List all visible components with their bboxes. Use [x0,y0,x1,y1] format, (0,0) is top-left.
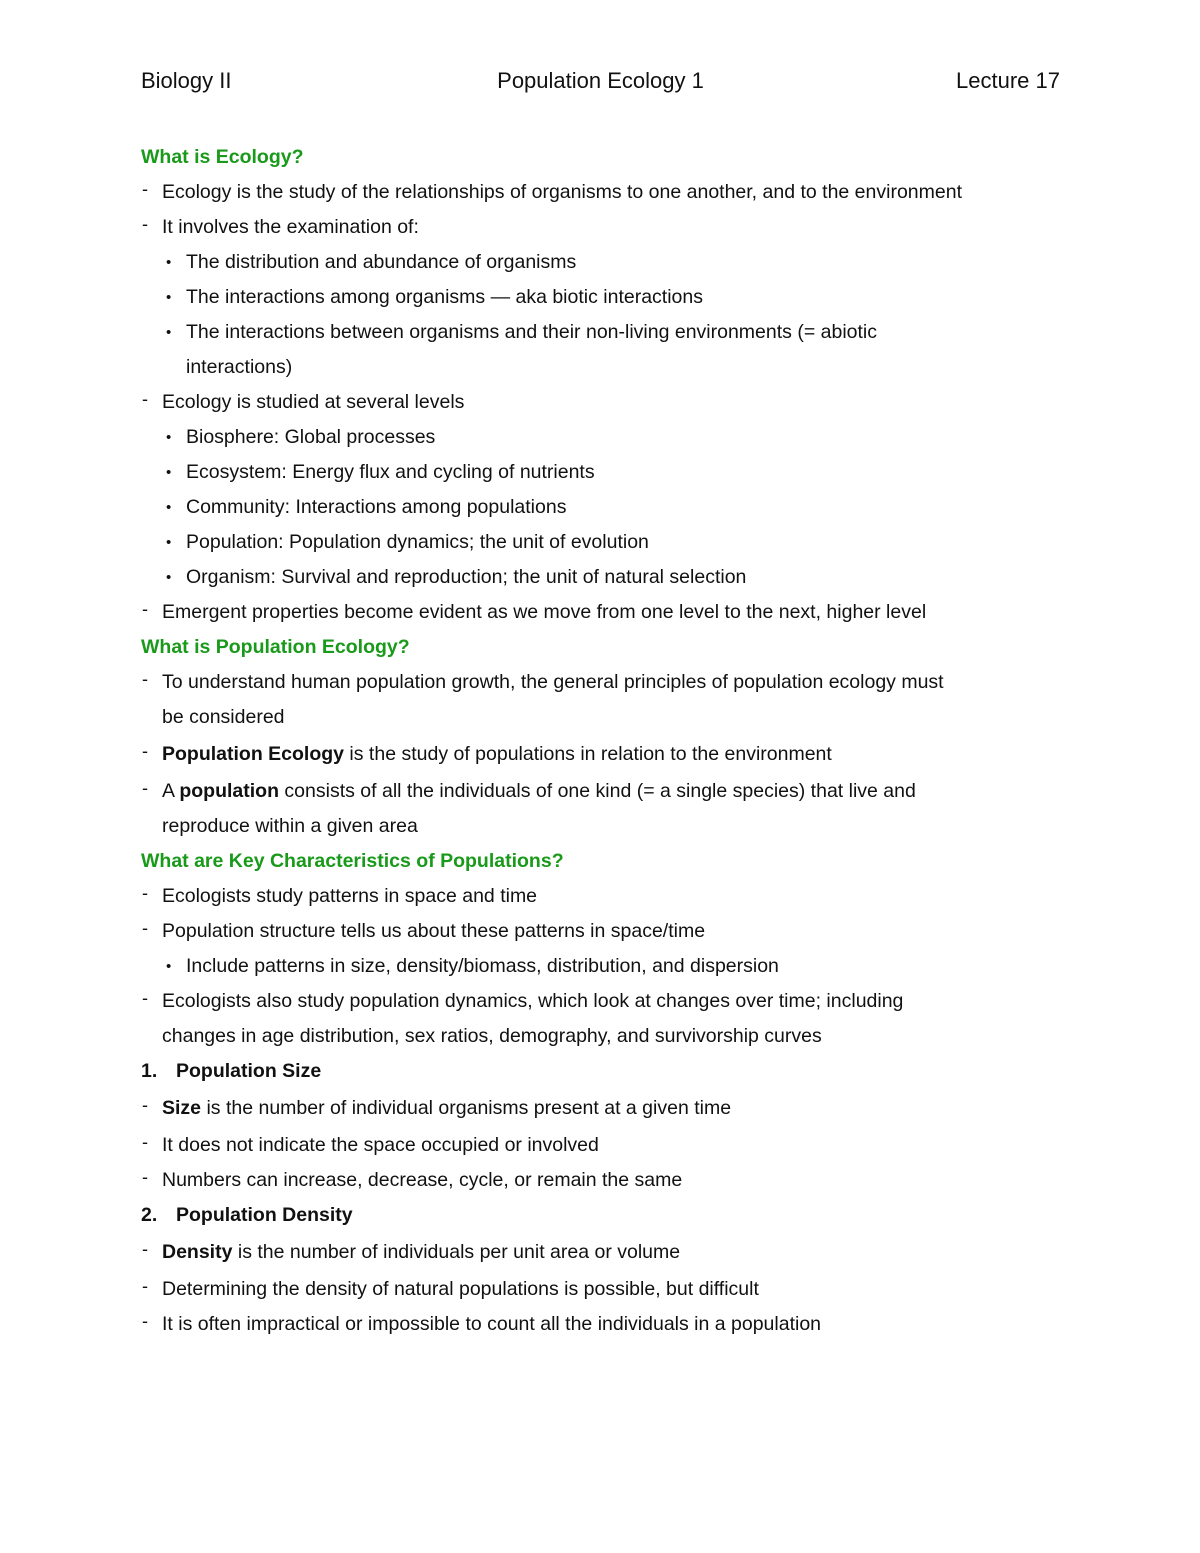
list-item-text: A [162,780,180,802]
list-item: - Ecology is the study of the relationships of organisms to one another, and to the environment [141,175,1071,210]
section-heading-key-characteristics: What are Key Characteristics of Populations? [141,850,564,872]
section-heading-ecology: What is Ecology? [141,146,304,168]
list-item-text: is the number of individuals per unit area or volume [232,1241,681,1263]
list-item: - Determining the density of natural populations is possible, but difficult [141,1272,1071,1307]
list-item: - Population structure tells us about these patterns in space/time [141,914,1071,949]
sub-list-item: • Organism: Survival and reproduction; the unit of natural selection [141,560,1071,595]
list-item [141,665,1071,735]
sub-list-item: • The distribution and abundance of organisms [141,245,1071,280]
list-item [141,737,1071,772]
list-item-text: reproduce within a given area [162,815,418,837]
sub-list-item: • The interactions among organisms — aka biotic interactions [141,280,1071,315]
list-item: - Ecology is studied at several levels [141,385,1071,420]
page-header [141,68,1060,102]
term-bold: Density [162,1241,233,1263]
sub-list-item: • Community: Interactions among populations [141,490,1071,525]
list-item [141,774,1071,844]
list-item-text: be considered [162,706,285,728]
list-item-text: To understand human population growth, the general principles of population ecology must [162,671,944,693]
list-item [141,984,1071,1054]
sub-list-item: • Biosphere: Global processes [141,420,1071,455]
list-item: - It involves the examination of: [141,210,1071,245]
list-item: - It does not indicate the space occupied or involved [141,1128,1071,1163]
list-item: - Ecologists study patterns in space and time [141,879,1071,914]
heading-number: 2. [141,1204,158,1226]
list-item: - Numbers can increase, decrease, cycle, or remain the same [141,1163,1071,1198]
document-title: Population Ecology 1 [497,68,704,93]
list-item [141,1091,1071,1126]
heading-text: Population Size [176,1060,322,1082]
term-bold: Size [162,1097,202,1119]
course-name: Biology II [141,68,232,93]
list-item [141,1235,1071,1270]
term-bold: population [179,780,280,802]
numbered-heading-population-density [141,1198,1071,1233]
sub-list-item: • The interactions between organisms and their non-living environments (= abiotic [141,315,1071,350]
list-item-text: is the number of individual organisms present at a given time [201,1097,732,1119]
sub-list-item: • Population: Population dynamics; the unit of evolution [141,525,1071,560]
document-body [141,140,1071,1342]
list-item-text: Ecologists also study population dynamics, which look at changes over time; including [162,990,904,1012]
list-item: - Emergent properties become evident as we move from one level to the next, higher level [141,595,1071,630]
list-item-text: consists of all the individuals of one kind (= a single species) that live and [279,780,916,802]
list-item: - It is often impractical or impossible to count all the individuals in a population [141,1307,1071,1342]
lecture-number: Lecture 17 [956,68,1060,93]
heading-number: 1. [141,1060,158,1082]
heading-text: Population Density [176,1204,353,1226]
term-bold: Population Ecology [162,743,345,765]
list-item-text: is the study of populations in relation to the environment [344,743,832,765]
section-heading-population-ecology: What is Population Ecology? [141,636,410,658]
sub-list-item-continuation: interactions) [186,356,293,378]
list-item-text: changes in age distribution, sex ratios, demography, and survivorship curves [162,1025,822,1047]
sub-list-item: • Include patterns in size, density/biomass, distribution, and dispersion [141,949,1071,984]
numbered-heading-population-size [141,1054,1071,1089]
sub-list-item: • Ecosystem: Energy flux and cycling of nutrients [141,455,1071,490]
